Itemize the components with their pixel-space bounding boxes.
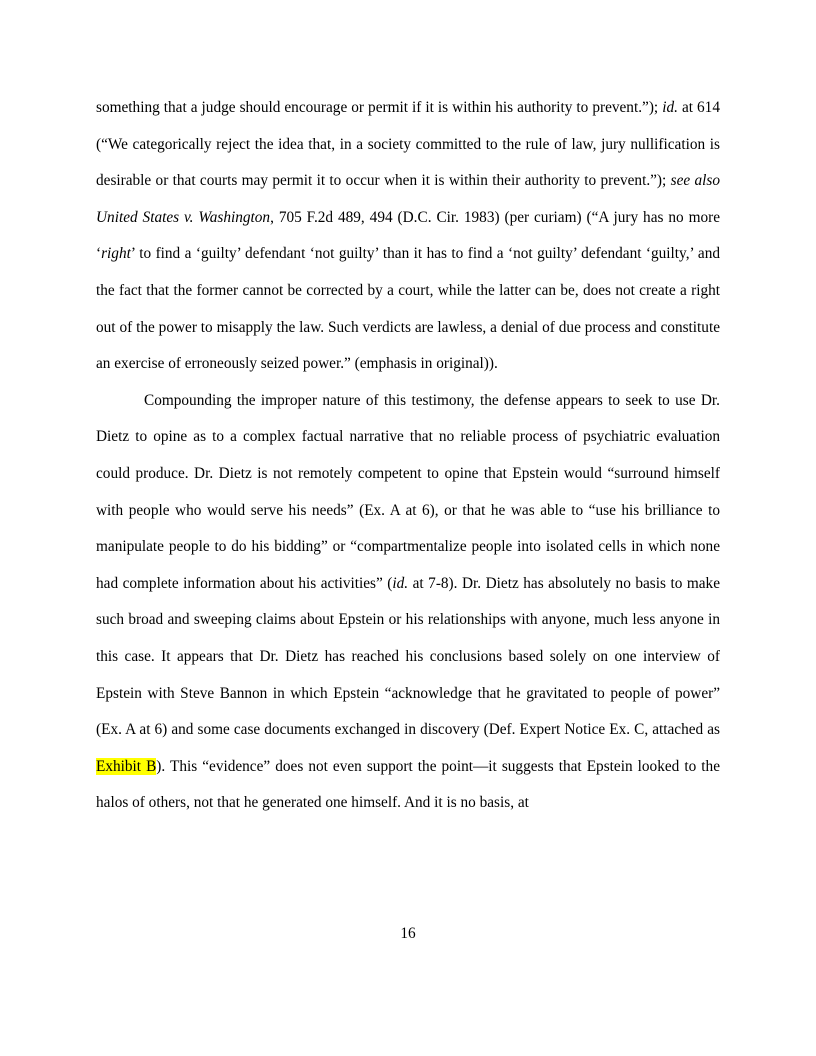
paragraph-text: at 614 (“We categorically reject the idea that, in a society committed to the rule of law, jury nullification is desirable or that courts may permit it to occur when it is within their authority to prevent.”); — [96, 99, 720, 190]
paragraph-citations — [96, 90, 720, 383]
paragraph-argument — [96, 383, 720, 822]
citation-id: id. — [662, 99, 678, 116]
paragraph-text: ). This “evidence” does not even support the point—it suggests that Epstein looked to the halos of others, not that he generated one himself. And it is no basis, at — [96, 757, 720, 812]
page-number: 16 — [400, 925, 416, 942]
case-name: see also United States v. Washington — [96, 172, 720, 226]
paragraph-text: at 7-8). Dr. Dietz has absolutely no basis to make such broad and sweeping claims about Epstein or his relationships with anyone, much less anyone in this case. It appears that Dr. Dietz has reached his conclusions based solely on one interview of Epstein with Steve Bannon in which Epstein “acknowledge that he gravitated to people of power” (Ex. A at 6) and some case documents exchanged in discovery (Def. Expert Notice Ex. C, attached as — [96, 574, 720, 739]
paragraph-text: , 705 F.2d 489, 494 (D.C. Cir. 1983) (per curiam) (“A jury has no more ‘ — [96, 208, 720, 263]
paragraph-text: ’ to find a ‘guilty’ defendant ‘not guilty’ than it has to find a ‘not guilty’ defendant ‘guilty,’ and the fact that the former cannot be corrected by a court, while the latter can be, does not create a right out of the power to misapply the law. Such verdicts are lawless, a denial of due process and constitute an exercise of erroneously seized power.” (emphasis in original)). — [96, 245, 720, 373]
citation-id: id. — [392, 574, 409, 592]
exhibit-highlight: Exhibit B — [96, 757, 157, 775]
document-body — [96, 90, 720, 822]
paragraph-text: something that a judge should encourage or permit if it is within his authority to prevent.”); — [96, 99, 663, 116]
paragraph-text: Compounding the improper nature of this testimony, the defense appears to seek to use Dr. Dietz to opine as to a complex factual narrative that no reliable process of psychiatric evaluation could produce. Dr. Dietz is not remotely competent to opine that Epstein would “surround himself with people who would serve his needs” (Ex. A at 6), or that he was able to “use his brilliance to manipulate people to do his bidding” or “compartmentalize people into isolated cells in which none had complete information about his activities” ( — [96, 391, 720, 592]
emphasized-word: right — [101, 245, 131, 263]
